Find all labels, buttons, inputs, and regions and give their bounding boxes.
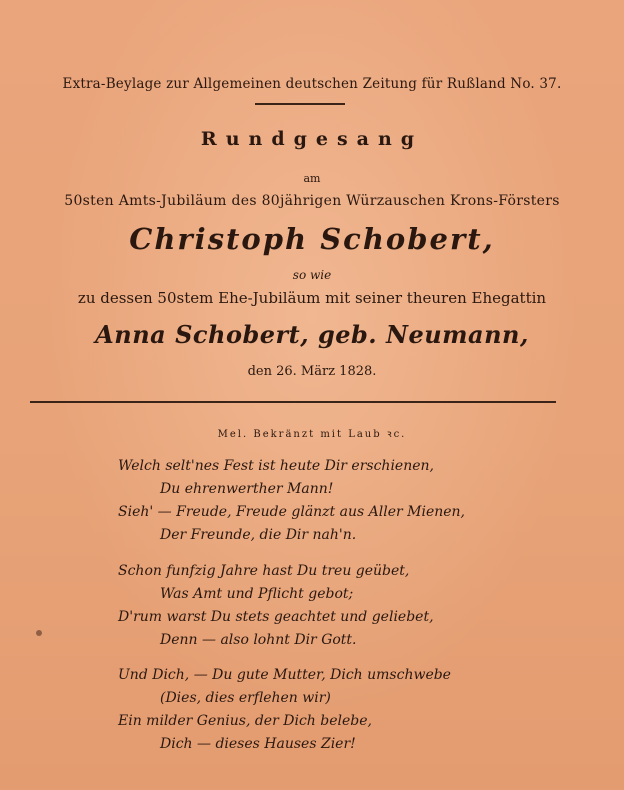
verse-line: Welch selt'nes Fest ist heute Dir erschienen, — [118, 458, 434, 474]
conjunction-line: so wie — [292, 268, 332, 282]
honoree-name: Christoph Schobert, — [129, 222, 495, 256]
date-line: den 26. März 1828. — [247, 364, 377, 379]
occasion-preposition: am — [303, 172, 321, 185]
verse-line: Du ehrenwerther Mann! — [160, 481, 334, 497]
verse-line: (Dies, dies erflehen wir) — [160, 690, 331, 706]
melody-note: Mel. Bekränzt mit Laub ꝛc. — [217, 429, 407, 440]
occasion-line: 50sten Amts-Jubiläum des 80jährigen Würzauschen Krons-Försters — [64, 193, 560, 209]
verse-line: Sieh' — Freude, Freude glänzt aus Aller Mienen, — [118, 504, 465, 520]
song-title: Rundgesang — [200, 128, 424, 150]
marriage-jubilee-line: zu dessen 50stem Ehe-Jubiläum mit seiner theuren Ehegattin — [77, 289, 547, 307]
verse-line: D'rum warst Du stets geachtet und geliebet, — [118, 609, 434, 625]
verse-line: Dich — dieses Hauses Zier! — [160, 736, 356, 752]
short-divider — [255, 103, 345, 105]
paper-blemish — [36, 630, 42, 636]
verse-line: Was Amt und Pflicht gebot; — [160, 586, 354, 602]
verse-line: Und Dich, — Du gute Mutter, Dich umschwebe — [118, 667, 451, 683]
verse-line: Denn — also lohnt Dir Gott. — [160, 632, 357, 648]
verse-line: Der Freunde, die Dir nah'n. — [160, 527, 357, 543]
verse-line: Schon funfzig Jahre hast Du treu geübet, — [118, 563, 410, 579]
spouse-name: Anna Schobert, geb. Neumann, — [95, 320, 529, 349]
supplement-header: Extra-Beylage zur Allgemeinen deutschen Zeitung für Rußland No. 37. — [62, 76, 562, 92]
long-divider — [30, 401, 556, 403]
verse-line: Ein milder Genius, der Dich belebe, — [118, 713, 372, 729]
